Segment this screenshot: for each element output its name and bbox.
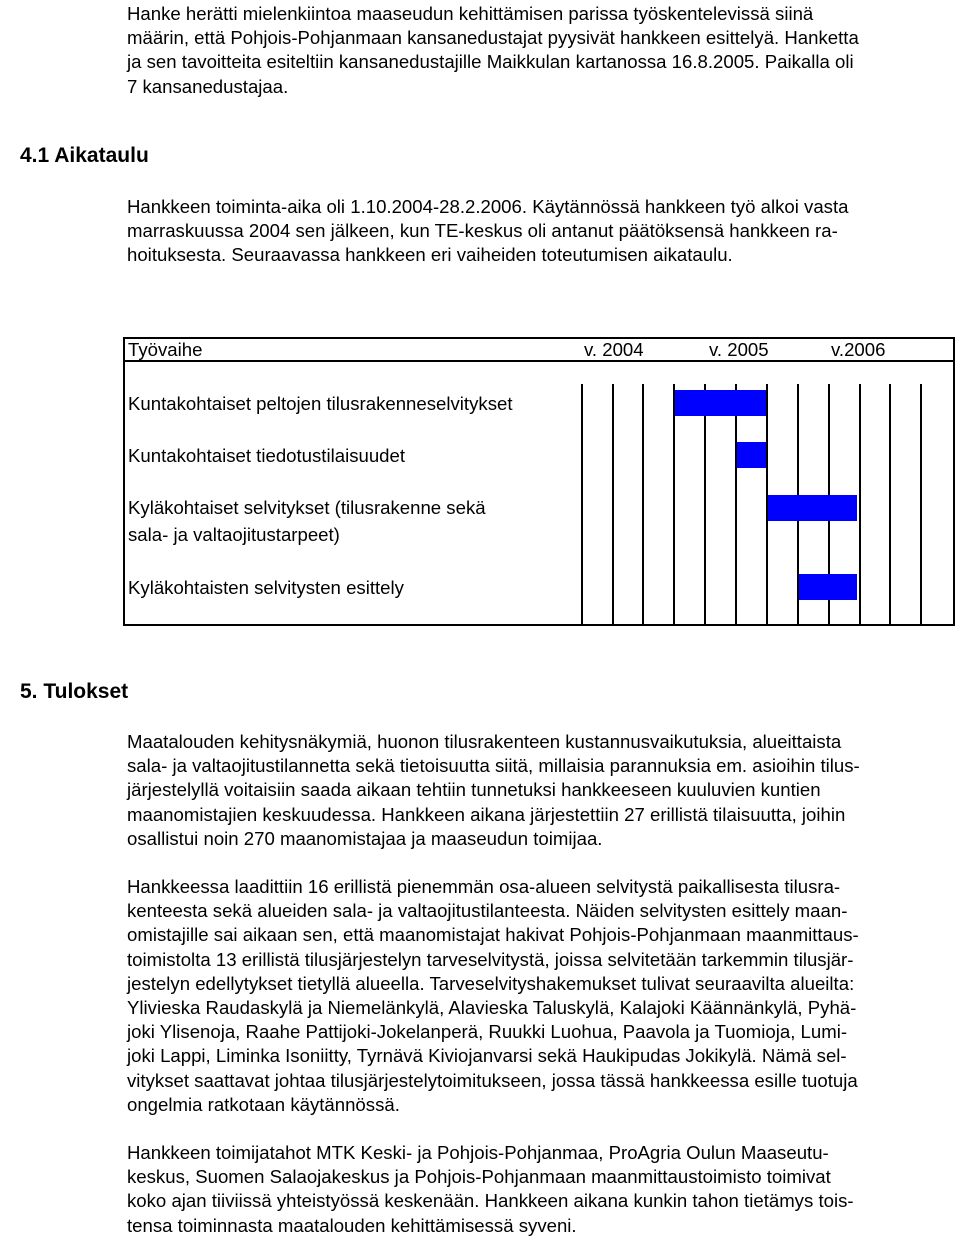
text-line: keskus, Suomen Salaojakeskus ja Pohjois-Pohjanmaan maanmittaustoimisto toimivat [127,1166,831,1188]
text-line: omistajille sai aikaan sen, että maanomistajat hakivat Pohjois-Pohjanmaan maanmittaus- [127,924,859,946]
results-paragraph-1 [127,730,957,851]
text-line: hoituksesta. Seuraavassa hankkeen eri vaiheiden toteutumisen aikataulu. [127,244,733,266]
results-paragraph-3 [127,1141,957,1238]
column-header-phase: Työvaihe [128,339,203,360]
grid-line [735,384,737,626]
row-label-village-surveys-cont: sala- ja valtaojitustarpeet) [128,524,340,545]
gantt-bar [737,442,766,468]
row-label-info-sessions: Kuntakohtaiset tiedotustilaisuudet [128,445,406,466]
text-line: ja sen tavoitteita esiteltiin kansanedustajille Maikkulan kartanossa 16.8.2005. Paikalla oli [127,51,854,73]
grid-line [673,384,675,626]
text-line: Maatalouden kehitysnäkymiä, huonon tilusrakenteen kustannusvaikutuksia, alueittaista [127,731,842,752]
row-label-village-presentations: Kyläkohtaisten selvitysten esittely [128,577,404,598]
gantt-bar [799,574,857,600]
text-line: ongelmia ratkotaan käytännössä. [127,1093,400,1115]
text-line: määrin, että Pohjois-Pohjanmaan kansanedustajat pyysivät hankkeen esittelyä. Hanketta [127,27,859,49]
results-paragraph-2 [127,875,957,1117]
grid-line [920,384,922,626]
grid-line [889,384,891,626]
grid-line [612,384,614,626]
text-line: marraskuussa 2004 sen jälkeen, kun TE-keskus oli antanut päätöksensä hankkeen ra- [127,220,838,242]
text-line: 7 kansanedustajaa. [127,75,289,97]
gantt-bar [675,390,766,416]
text-line: osallistui noin 270 maanomistajaa ja maaseudun toimijaa. [127,827,603,849]
text-line: Hankkeessa laadittiin 16 erillistä pienemmän osa-alueen selvitystä paikallisesta tilusra- [127,876,841,897]
text-line: maanomistajien keskuudessa. Hankkeen aikana järjestettiin 27 erillistä tilaisuutta, joihin [127,803,846,825]
text-line: toimistolta 13 erillistä tilusjärjestelyn tarveselvitystä, joissa selvitetään tarkemmin tilusjär- [127,948,854,970]
column-header-2005: v. 2005 [709,339,769,360]
row-label-field-surveys: Kuntakohtaiset peltojen tilusrakenneselvitykset [128,393,513,414]
text-line: koko ajan tiiviissä yhteistyössä keskenään. Hankkeen aikana kunkin tahon tietämys tois- [127,1190,854,1212]
text-line: Hankkeen toimijatahot MTK Keski- ja Pohjois-Pohjanmaa, ProAgria Oulun Maaseutu- [127,1142,829,1163]
text-line: Hanke herätti mielenkiintoa maaseudun kehittämisen parissa työskentelevissä siinä [127,3,814,24]
text-line: joki Ylisenoja, Raahe Pattijoki-Jokelanperä, Ruukki Luohua, Paavola ja Tuomioja, Lumi- [127,1021,848,1043]
text-line: vitykset saattavat johtaa tilusjärjestelytoimitukseen, jossa tässä hankkeessa esille tuotuja [127,1069,858,1091]
section-heading-schedule: 4.1 Aikataulu [20,144,149,167]
row-label-village-surveys: Kyläkohtaiset selvitykset (tilusrakenne sekä [128,497,486,518]
grid-line [859,384,861,626]
grid-line [581,384,583,626]
schedule-intro-paragraph [127,195,957,268]
text-line: järjestelyllä voitaisiin saada aikaan tehtiin tunnetuksi hankkeeseen kuuluvien kuntien [127,779,821,801]
text-line: kenteesta sekä alueiden sala- ja valtaojitustilanteesta. Näiden selvitysten esittely maan- [127,900,848,922]
column-header-2006: v.2006 [831,339,886,360]
text-line: joki Lappi, Liminka Isoniitty, Tyrnävä Kiviojanvarsi sekä Haukipudas Jokikylä. Nämä sel- [127,1045,847,1067]
intro-paragraph [127,2,957,99]
gantt-bar [768,495,857,521]
grid-line [642,384,644,626]
text-line: Hankkeen toiminta-aika oli 1.10.2004-28.2.2006. Käytännössä hankkeen työ alkoi vasta [127,196,849,217]
section-heading-results: 5. Tulokset [20,680,129,703]
text-line: jestelyn edellytykset tietyllä alueella. Tarveselvityshakemukset tulivat seuraavilta alueilta: [127,972,855,994]
text-line: sala- ja valtaojitustilannetta sekä tietoisuutta siitä, millaisia parannuksia em. asioihin tilus- [127,755,860,777]
column-header-2004: v. 2004 [584,339,644,360]
text-line: tensa toiminnasta maatalouden kehittämisessä syveni. [127,1214,577,1236]
grid-line [704,384,706,626]
text-line: Ylivieska Raudaskylä ja Niemelänkylä, Alavieska Taluskylä, Kalajoki Käännänkylä, Pyhä- [127,997,857,1019]
